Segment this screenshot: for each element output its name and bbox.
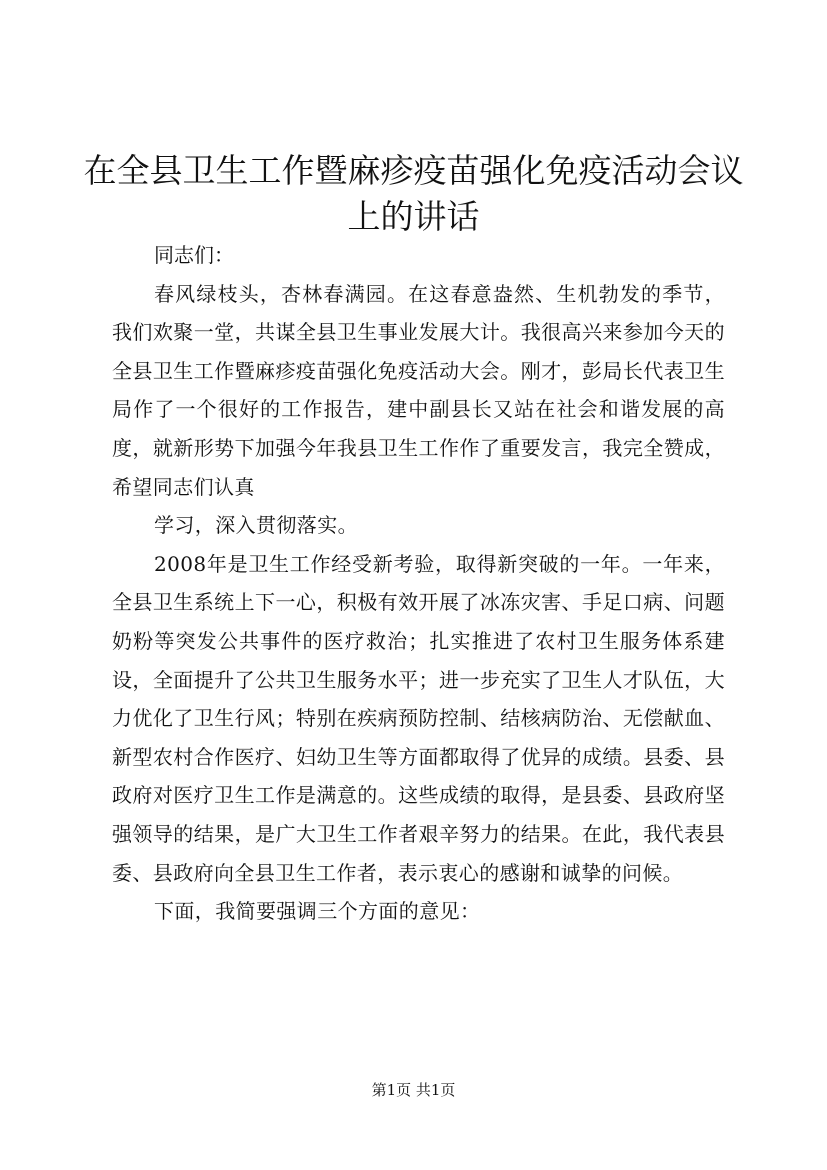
greeting: 同志们：: [154, 243, 234, 267]
paragraph-study: 学习，深入贯彻落实。: [154, 513, 358, 538]
paragraph-three-points: 下面，我简要强调三个方面的意见：: [154, 899, 481, 924]
paragraph-2008-review: 2008年是卫生工作经受新考验，取得新突破的一年。一年来，全县卫生系统上下一心，积极有效开展了冰冻灾害、手足口病、问题奶粉等突发公共事件的医疗救治；扎实推进了农村卫生服务体系建设，全面提升了公共卫生服务水平；进一步充实了卫生人才队伍，大力优化了卫生行风；特别在疾病预防控制、结核病防治、无偿献血、新型农村合作医疗、妇幼卫生等方面都取得了优异的成绩。县委、县政府对医疗卫生工作是满意的。这些成绩的取得，是县委、县政府坚强领导的结果，是广大卫生工作者艰辛努力的结果。在此，我代表县委、县政府向全县卫生工作者，表示衷心的感谢和诚挚的问候。: [112, 551, 725, 885]
page-number-footer: 第1页 共1页: [371, 1081, 456, 1099]
document-body: [112, 236, 725, 931]
paragraph-opening: 春风绿枝头，杏林春满园。在这春意盎然、生机勃发的季节，我们欢聚一堂，共谋全县卫生事业发展大计。我很高兴来参加今天的全县卫生工作暨麻疹疫苗强化免疫活动大会。刚才，彭局长代表卫生局作了一个很好的工作报告，建中副县长又站在社会和谐发展的高度，就新形势下加强今年我县卫生工作作了重要发言，我完全赞成，希望同志们认真: [112, 281, 725, 499]
document-title: 在全县卫生工作暨麻疹疫苗强化免疫活动会议上的讲话: [83, 151, 744, 236]
